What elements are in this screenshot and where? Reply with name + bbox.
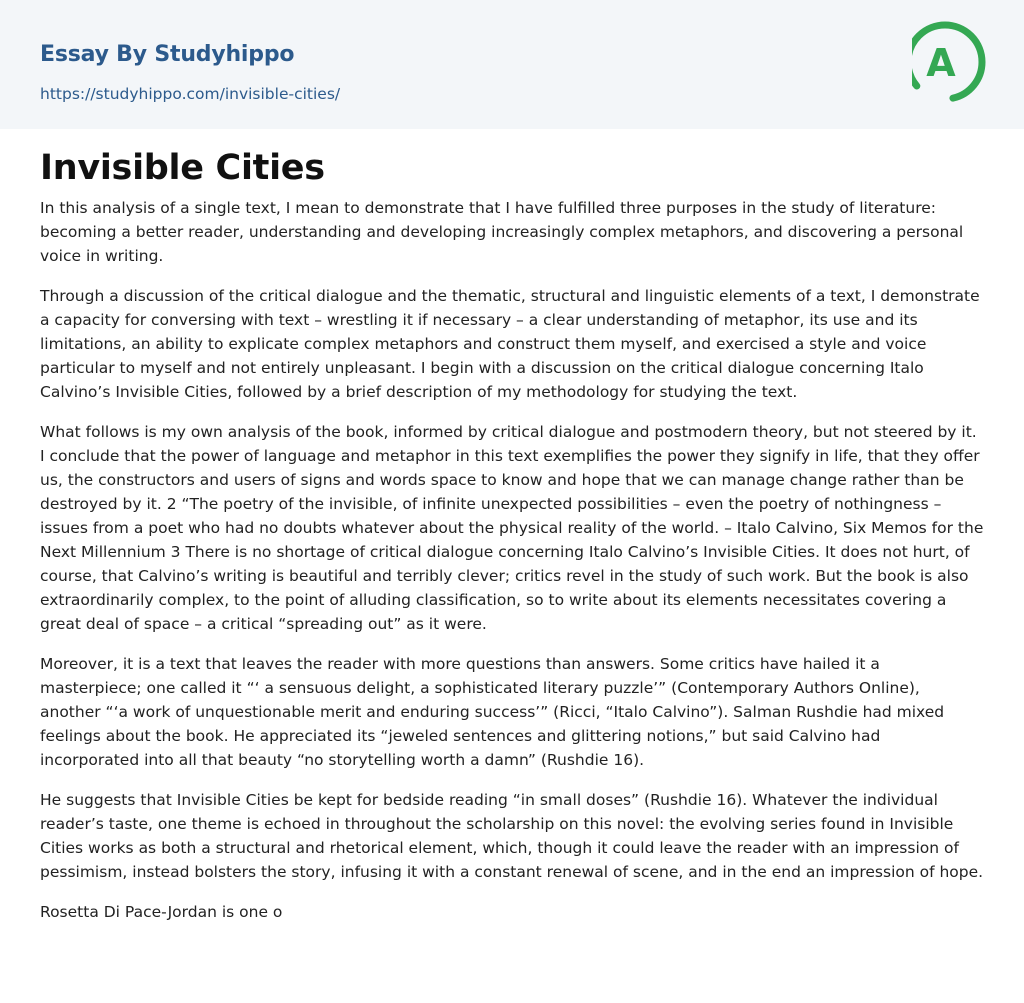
essay-paragraph-3: What follows is my own analysis of the book, informed by critical dialogue and postmodern theory, but not steered by it. I conclude that the power of language and metaphor in this text exemplifies the power they signify in life, that they offer us, the constructors and users of signs and words space to know and hope that we can manage change rather than be destroyed by it. 2 “The poetry of the invisible, of infinite unexpected possibilities – even the poetry of nothingness – issues from a poet who had no doubts whatever about the physical reality of the world. – Italo Calvino, Six Memos for the Next Millennium 3 There is no shortage of critical dialogue concerning Italo Calvino’s Invisible Cities. It does not hurt, of course, that Calvino’s writing is beautiful and terribly clever; critics revel in the study of such work. But the book is also extraordinarily complex, to the point of alluding classification, so to write about its elements necessitates covering a great deal of space – a critical “spreading out” as it were. bbox=[40, 423, 984, 633]
logo-letter: A bbox=[926, 41, 956, 85]
essay-paragraph-6: Rosetta Di Pace-Jordan is one o bbox=[40, 903, 283, 921]
essay-url-link[interactable]: https://studyhippo.com/invisible-cities/ bbox=[40, 85, 341, 103]
studyhippo-logo-icon[interactable] bbox=[912, 20, 986, 104]
essay-paragraph-2: Through a discussion of the critical dialogue and the thematic, structural and linguistic elements of a text, I demonstrate a capacity for conversing with text – wrestling it if necessary – a clear understanding of metaphor, its use and its limitations, an ability to explicate complex metaphors and construct them myself, and exercised a style and voice particular to myself and not entirely unpleasant. I begin with a discussion on the critical dialogue concerning Italo Calvino’s Invisible Cities, followed by a brief description of my methodology for studying the text. bbox=[40, 287, 980, 401]
essay-paragraph-1: In this analysis of a single text, I mean to demonstrate that I have fulfilled three purposes in the study of literature: becoming a better reader, understanding and developing increasingly complex metaphors, and discovering a personal voice in writing. bbox=[40, 199, 964, 265]
essay-paragraph-5: He suggests that Invisible Cities be kept for bedside reading “in small doses” (Rushdie 16). Whatever the individual reader’s taste, one theme is echoed in throughout the scholarship on this novel: the evolving series found in Invisible Cities works as both a structural and rhetorical element, which, though it could leave the reader with an impression of pessimism, instead bolsters the story, infusing it with a constant renewal of scene, and in the end an impression of hope. bbox=[40, 791, 984, 881]
site-title: Essay By Studyhippo bbox=[40, 42, 295, 67]
essay-title: Invisible Cities bbox=[40, 148, 325, 188]
site-header bbox=[0, 0, 1024, 129]
essay-paragraph-4: Moreover, it is a text that leaves the reader with more questions than answers. Some critics have hailed it a masterpiece; one called it “‘ a sensuous delight, a sophisticated literary puzzle’” (Contemporary Authors Online), another “‘a work of unquestionable merit and enduring success’” (Ricci, “Italo Calvino”). Salman Rushdie had mixed feelings about the book. He appreciated its “jeweled sentences and glittering notions,” but said Calvino had incorporated into all that beauty “no storytelling worth a damn” (Rushdie 16). bbox=[40, 655, 945, 769]
essay-content bbox=[40, 146, 984, 940]
